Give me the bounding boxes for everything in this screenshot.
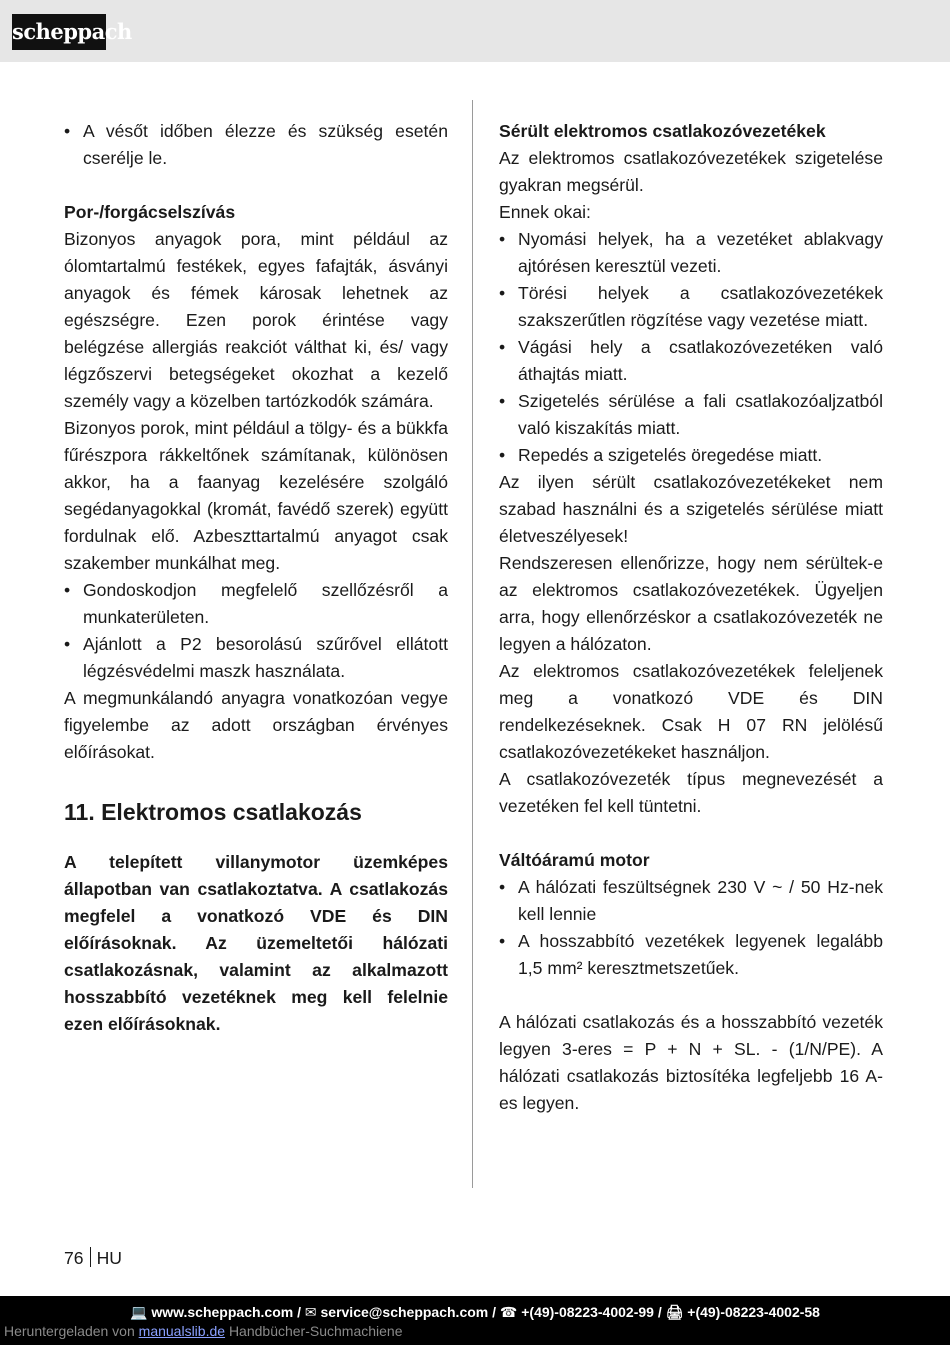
manualslib-link[interactable]: manualslib.de — [138, 1323, 226, 1339]
list-item: • Nyomási helyek, ha a vezetéket ablakvagy ajtórésen keresztül vezeti. — [499, 226, 883, 280]
list-item: • A hosszabbító vezetékek legyenek legalább 1,5 mm² keresztmetszetűek. — [499, 928, 883, 982]
download-credit — [4, 1322, 403, 1340]
language-code: HU — [96, 1248, 122, 1268]
ac-motor-heading: Váltóáramú motor — [499, 850, 650, 870]
column-divider — [472, 100, 473, 1188]
paragraph: Bizonyos anyagok pora, mint például az ólomtartalmú festékek, egyes fafajták, ásványi anyagok és fémek károsak lehetnek az egészségre. Ezen porok érintése vagy belégzése allergiás reakciót válthat ki, és/ vagy légzőszervi betegségeket okozhat a kezelő személy vagy a közelben tartózkodók számára. — [64, 229, 448, 411]
paragraph: A csatlakozóvezeték típus megnevezését a vezetéken fel kell tüntetni. — [499, 769, 883, 816]
page-number-value: 76 — [64, 1248, 84, 1268]
paragraph: Az ilyen sérült csatlakozóvezetékeket nem szabad használni és a szigetelés sérülése miatt életveszélyesek! — [499, 472, 883, 546]
list-item: • Ajánlott a P2 besorolású szűrővel ellátott légzésvédelmi maszk használata. — [64, 631, 448, 685]
damaged-cables-heading: Sérült elektromos csatlakozóvezetékek — [499, 121, 826, 141]
paragraph: A megmunkálandó anyagra vonatkozóan vegye figyelembe az adott országban érvényes előírásokat. — [64, 688, 448, 762]
list-item: • Gondoskodjon megfelelő szellőzésről a munkaterületen. — [64, 577, 448, 631]
paragraph: Az elektromos csatlakozóvezetékek szigetelése gyakran megsérül. — [499, 148, 883, 195]
section-title: 11. Elektromos csatlakozás — [64, 799, 362, 825]
scheppach-logo: scheppach — [12, 14, 106, 50]
list-item: • A hálózati feszültségnek 230 V ~ / 50 Hz-nek kell lennie — [499, 874, 883, 928]
list-item: • Vágási hely a csatlakozóvezetéken való áthajtás miatt. — [499, 334, 883, 388]
list-item: • Törési helyek a csatlakozóvezetékek szakszerűtlen rögzítése vagy vezetése miatt. — [499, 280, 883, 334]
list-item: • Repedés a szigetelés öregedése miatt. — [499, 442, 883, 469]
paragraph: Rendszeresen ellenőrizze, hogy nem sérültek-e az elektromos csatlakozóvezetékek. Ügyeljen arra, hogy ellenőrzéskor a csatlakozóvezeték ne legyen a hálózaton. — [499, 553, 883, 654]
page-footer-bar — [0, 1296, 950, 1345]
dust-extraction-heading: Por-/forgácselszívás — [64, 202, 236, 222]
paragraph: Az elektromos csatlakozóvezetékek feleljenek meg a vonatkozó VDE és DIN rendelkezéseknek. Csak H 07 RN jelölésű csatlakozóvezetékeket használjon. — [499, 661, 883, 762]
paragraph: Bizonyos porok, mint például a tölgy- és a bükkfa fűrészpora rákkeltőnek számítanak, különösen akkor, ha a faanyag kezelésére szolgáló segédanyagokkal (kromát, favédő szerek) együtt fordulnak elő. Azbeszttartalmú anyagot csak szakember munkálhat meg. — [64, 418, 448, 573]
paragraph: Ennek okai: — [499, 202, 591, 222]
section-intro: A telepített villanymotor üzemképes állapotban van csatlakoztatva. A csatlakozás megfelel a vonatkozó VDE és DIN előírásoknak. Az üzemeltetői hálózati csatlakozásnak, valamint az alkalmazott hosszabbító vezetéknek meg kell felelnie ezen előírásoknak. — [64, 852, 448, 1034]
list-item: • Szigetelés sérülése a fali csatlakozóaljzatból való kiszakítás miatt. — [499, 388, 883, 442]
list-item: • A vésőt időben élezze és szükség esetén cserélje le. — [64, 118, 448, 172]
right-column — [499, 118, 883, 1117]
page-header — [0, 0, 950, 62]
contact-line: 💻 www.scheppach.com / ✉ service@scheppach.com / ☎ +(49)-08223-4002-99 / 🖨 +(49)-08223-4002-58 — [130, 1304, 820, 1320]
left-column — [64, 118, 448, 1038]
page-number-separator — [90, 1247, 91, 1267]
paragraph: A hálózati csatlakozás és a hosszabbító vezeték legyen 3-eres = P + N + SL. - (1/N/PE). A hálózati csatlakozás biztosítéka legfeljebb 16 A-es legyen. — [499, 1012, 883, 1113]
credit-prefix: Heruntergeladen von — [4, 1323, 135, 1339]
credit-suffix: Handbücher-Suchmachiene — [228, 1323, 403, 1339]
page-number — [64, 1246, 122, 1270]
